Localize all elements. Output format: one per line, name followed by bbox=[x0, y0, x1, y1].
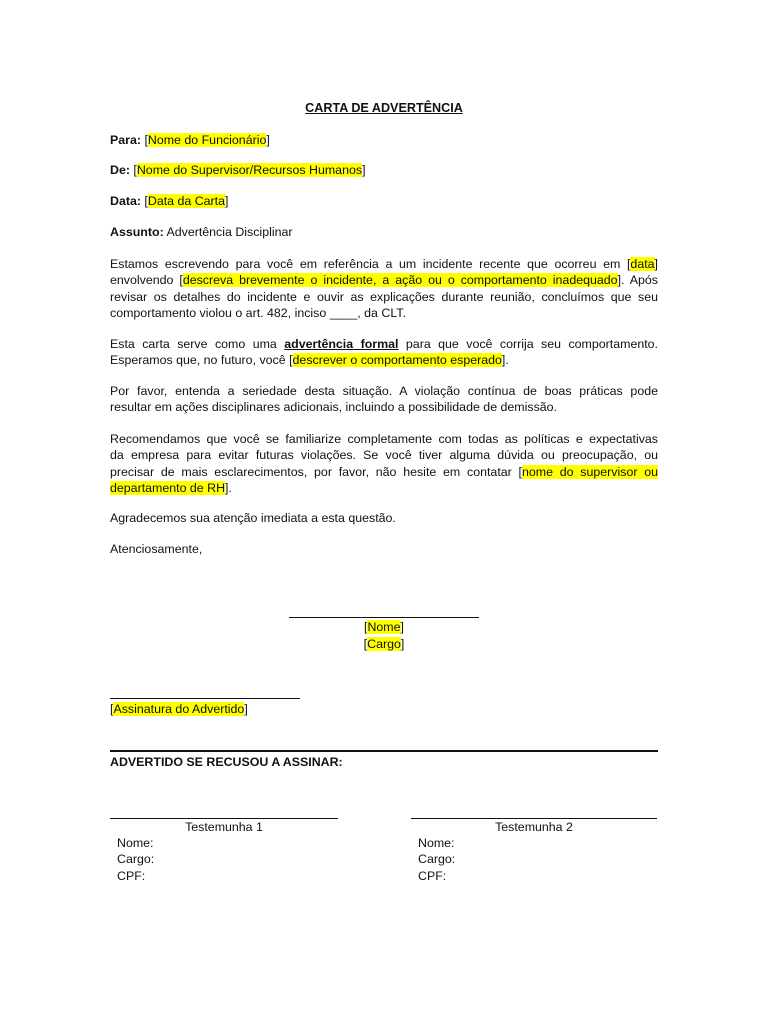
paragraph-line bbox=[110, 352, 658, 368]
text-span: Esta carta serve como uma bbox=[110, 337, 277, 351]
to-line: Para: [Nome do Funcionário] bbox=[110, 133, 270, 147]
to-label: Para: bbox=[110, 133, 141, 147]
paragraph-incident bbox=[110, 256, 658, 321]
text-span: para que você corrija seu comportamento. bbox=[405, 337, 659, 351]
witness1-title: Testemunha 1 bbox=[185, 820, 263, 834]
recipient-signature-value: Assinatura do Advertido bbox=[113, 702, 245, 716]
paragraph-line bbox=[110, 480, 658, 496]
text-span: precisar de mais esclarecimentos, por favor, não hesite em contatar [ bbox=[110, 464, 522, 479]
text-span: Estamos escrevendo para você em referência a um incidente recente que ocorreu em [ bbox=[110, 257, 631, 271]
thanks-line: Agradecemos sua atenção imediata a esta questão. bbox=[110, 511, 396, 525]
to-value: Nome do Funcionário bbox=[147, 133, 267, 147]
subject-line bbox=[110, 225, 293, 239]
paragraph-line bbox=[110, 464, 658, 480]
signer-name: [Nome] bbox=[364, 620, 404, 634]
paragraph-line: revisar os detalhes do incidente e ouvir as explicações durante reunião, concluímos que seu bbox=[110, 289, 658, 304]
signer-name-value: Nome bbox=[367, 620, 401, 634]
highlight-contact: departamento de RH bbox=[110, 480, 226, 495]
subject-label: Assunto: bbox=[110, 225, 164, 239]
highlight-incident: descreva brevemente o incidente, a ação ou o comportamento inadequado bbox=[182, 273, 618, 288]
witness2-cpf-label: CPF: bbox=[418, 869, 447, 883]
witness1-role-label: Cargo: bbox=[117, 852, 155, 866]
paragraph-line: da empresa para evitar futuras violações. Se você tiver alguma dúvida ou preocupação, ou bbox=[110, 448, 658, 463]
paragraph-seriousness bbox=[110, 383, 658, 416]
highlight-date: data bbox=[630, 257, 655, 271]
recipient-signature-line bbox=[110, 698, 300, 699]
letter-title: CARTA DE ADVERTÊNCIA bbox=[305, 101, 463, 115]
witness1-name-label: Nome: bbox=[117, 836, 154, 850]
text-span: ]. bbox=[501, 353, 509, 368]
signer-signature-line bbox=[289, 617, 479, 618]
witness2-name-label: Nome: bbox=[418, 836, 455, 850]
text-span: ] bbox=[654, 257, 658, 271]
paragraph-line: resultar em ações disciplinares adicionais, incluindo a possibilidade de demissão. bbox=[110, 400, 557, 415]
highlight-contact: nome do supervisor ou bbox=[522, 464, 659, 479]
paragraph-line: comportamento violou o art. 482, inciso ____, da CLT. bbox=[110, 305, 406, 320]
signer-role-value: Cargo bbox=[367, 637, 401, 651]
witness1-signature-line bbox=[110, 818, 338, 819]
paragraph-line bbox=[110, 336, 658, 352]
formal-warning-emphasis: advertência formal bbox=[284, 337, 399, 351]
signer-role: [Cargo] bbox=[363, 637, 405, 651]
text-span: ]. Após bbox=[617, 273, 658, 288]
closing-line: Atenciosamente, bbox=[110, 542, 203, 556]
recipient-signature: [Assinatura do Advertido] bbox=[110, 702, 248, 716]
witness2-title: Testemunha 2 bbox=[495, 820, 573, 834]
paragraph-line: Recomendamos que você se familiarize completamente com todas as políticas e expectativas bbox=[110, 432, 658, 446]
witness2-signature-line bbox=[411, 818, 657, 819]
from-line: De: [Nome do Supervisor/Recursos Humanos] bbox=[110, 163, 366, 177]
paragraph-line: Por favor, entenda a seriedade desta situação. A violação contínua de boas práticas pode bbox=[110, 384, 658, 398]
subject-value: Advertência Disciplinar bbox=[166, 225, 293, 239]
paragraph-line bbox=[110, 256, 658, 272]
date-value: Data da Carta bbox=[147, 194, 226, 208]
from-label: De: bbox=[110, 163, 130, 177]
from-value: Nome do Supervisor/Recursos Humanos bbox=[136, 163, 363, 177]
section-divider bbox=[110, 750, 658, 752]
highlight-expected-behavior: descrever o comportamento esperado bbox=[292, 353, 502, 368]
paragraph-formal-warning bbox=[110, 336, 658, 369]
paragraph-recommendation bbox=[110, 431, 658, 496]
text-span: envolvendo [ bbox=[110, 273, 183, 288]
text-span: ]. bbox=[225, 480, 232, 495]
date-label: Data: bbox=[110, 194, 141, 208]
date-line: Data: [Data da Carta] bbox=[110, 194, 229, 208]
witness1-cpf-label: CPF: bbox=[117, 869, 146, 883]
refused-heading: ADVERTIDO SE RECUSOU A ASSINAR: bbox=[110, 755, 343, 769]
text-span: Esperamos que, no futuro, você [ bbox=[110, 353, 293, 368]
paragraph-line bbox=[110, 272, 658, 288]
witness2-role-label: Cargo: bbox=[418, 852, 456, 866]
